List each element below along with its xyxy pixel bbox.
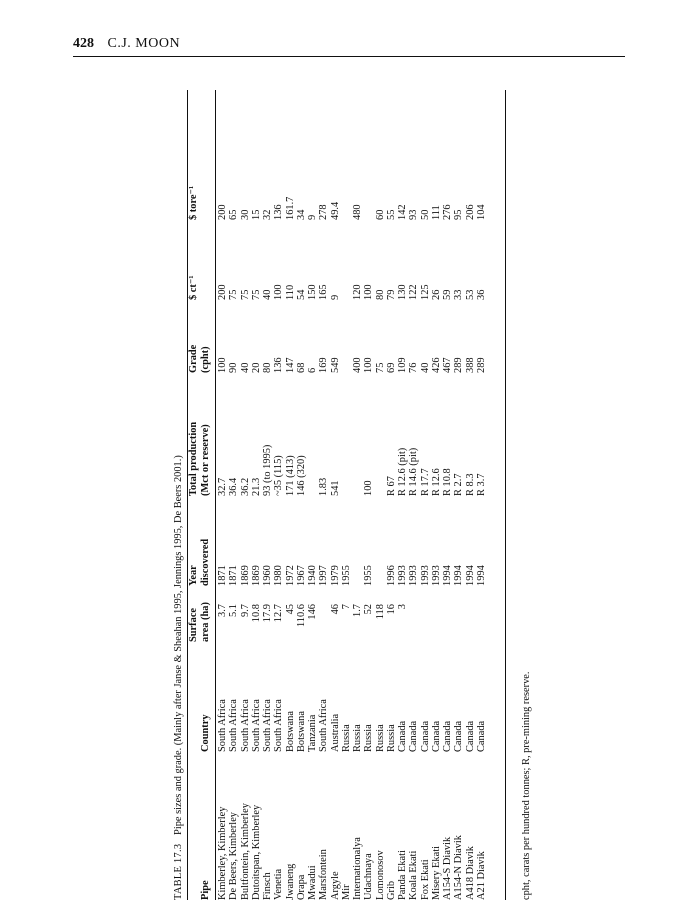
grade-cell: 109 (397, 357, 408, 373)
price-per-carat-cell: 26 (430, 289, 442, 300)
pipe-cell: Udachnaya (363, 853, 375, 900)
area-cell: 12.7 (273, 604, 285, 623)
price-per-carat-cell: 122 (408, 284, 420, 300)
price-per-tonne-cell: 55 (385, 209, 397, 220)
country-cell: Canada (453, 720, 465, 752)
production-cell: R 8.3 (464, 473, 476, 496)
price-per-carat-cell: 80 (374, 289, 386, 300)
grade-cell: 426 (430, 357, 442, 373)
header-area-line2: area (ha) (200, 602, 211, 642)
table-row (228, 90, 239, 900)
area-cell: 10.8 (250, 604, 262, 623)
price-per-tonne-cell: 95 (453, 209, 465, 220)
country-cell: Botswana (295, 711, 307, 752)
table-row (397, 90, 408, 900)
grade-cell: 289 (453, 357, 465, 373)
pipe-cell: Argyle (329, 871, 341, 900)
price-per-tonne-cell: 15 (250, 209, 262, 220)
grade-cell: 549 (329, 357, 341, 373)
pipe-cell: Finsch (262, 872, 273, 900)
grade-cell: 100 (217, 357, 228, 373)
area-cell: 7 (340, 604, 352, 610)
year-cell: 1940 (307, 565, 318, 586)
price-per-carat-cell: 125 (419, 284, 431, 300)
grade-cell: 76 (408, 362, 420, 373)
pipe-cell: Jwaneng (284, 863, 296, 900)
country-cell: South Africa (239, 699, 251, 752)
table-label: TABLE 17.3 (173, 843, 184, 900)
country-cell: Russia (352, 724, 363, 752)
year-cell: 1996 (385, 565, 397, 586)
price-per-carat-cell: 79 (385, 289, 397, 300)
grade-cell: 40 (419, 362, 431, 373)
table-row (341, 90, 352, 900)
price-per-carat-cell: 165 (318, 284, 330, 300)
price-per-carat-cell: 75 (250, 289, 262, 300)
price-per-tonne-cell: 50 (419, 209, 431, 220)
production-cell: 32.7 (217, 477, 228, 496)
production-cell: 146 (320) (295, 455, 307, 496)
area-cell: 9.7 (239, 604, 251, 617)
pipe-cell: Orapa (295, 874, 307, 900)
table-row (240, 90, 251, 900)
year-cell: 1972 (284, 565, 296, 586)
table-row (363, 90, 374, 900)
pipe-cell: Dutoitspan, Kimberley (250, 804, 262, 900)
country-cell: Russia (385, 724, 397, 752)
area-cell: 146 (307, 604, 318, 620)
area-cell: 16 (385, 604, 397, 615)
country-cell: South Africa (262, 699, 273, 752)
production-cell: 1.83 (318, 477, 330, 496)
price-per-tonne-cell: 278 (318, 204, 330, 220)
year-cell: 1980 (273, 565, 285, 586)
area-cell: 5.1 (228, 604, 240, 617)
running-head (73, 36, 180, 52)
pipe-cell: Venetia (273, 868, 285, 900)
production-cell: R 10.8 (442, 468, 453, 496)
area-cell: 118 (374, 604, 386, 620)
year-cell: 1869 (250, 565, 262, 586)
country-cell: South Africa (228, 699, 240, 752)
year-cell: 1994 (442, 565, 453, 586)
country-cell: Canada (397, 720, 408, 752)
table-footnote: cpht, carats per hundred tonnes; R, pre-mining reserve. (521, 671, 532, 900)
table-row (251, 90, 262, 900)
price-per-carat-cell: 40 (262, 289, 273, 300)
price-per-tonne-cell: 104 (475, 204, 487, 220)
header-price-per-carat: $ ct⁻¹ (188, 275, 199, 300)
production-cell: 541 (329, 480, 341, 496)
table-caption (174, 90, 184, 900)
country-cell: Russia (340, 724, 352, 752)
header-production-line1: Total production (188, 421, 199, 496)
table-row (465, 90, 476, 900)
pipe-cell: Mwadui (307, 865, 318, 900)
production-cell: 36.2 (239, 477, 251, 496)
year-cell: 1955 (340, 565, 352, 586)
pipe-cell: A154-N Diavik (453, 835, 465, 900)
header-grade-line1: Grade (188, 344, 199, 373)
grade-cell: 6 (307, 367, 318, 373)
production-cell: ~35 (115) (273, 455, 285, 496)
country-cell: Tanzania (307, 714, 318, 752)
table-row (352, 90, 363, 900)
price-per-carat-cell: 9 (329, 294, 341, 300)
table-row (330, 90, 341, 900)
country-cell: South Africa (217, 699, 228, 752)
country-cell: South Africa (250, 699, 262, 752)
pipe-cell: A154-S Diavik (442, 836, 453, 900)
grade-cell: 388 (464, 357, 476, 373)
header-production (188, 422, 212, 496)
grade-cell: 75 (374, 362, 386, 373)
running-head-author: C.J. MOON (107, 36, 181, 51)
pipe-cell: De Beers, Kimberley (228, 811, 240, 900)
area-cell: 110.6 (295, 604, 307, 627)
pipe-cell: Misery Ekati (430, 846, 442, 900)
header-price-per-tonne: $ tore⁻¹ (188, 185, 199, 220)
price-per-carat-cell: 110 (284, 284, 296, 300)
table-row (285, 90, 296, 900)
grade-cell: 400 (352, 357, 363, 373)
country-cell: Botswana (284, 711, 296, 752)
year-cell: 1994 (453, 565, 465, 586)
table-row (476, 90, 487, 900)
rotated-table (174, 90, 534, 900)
table-row (375, 90, 386, 900)
header-year (188, 539, 212, 586)
pipe-cell: Bultfontein, Kimberley (239, 803, 251, 900)
country-cell: Canada (442, 720, 453, 752)
pipe-cell: Marsfontein (318, 849, 330, 900)
country-cell: Russia (363, 724, 375, 752)
pipe-cell: Lomonosov (374, 850, 386, 900)
production-cell: R 12.6 (430, 468, 442, 496)
pipe-cell: Kimberley, Kimberley (217, 806, 228, 900)
grade-cell: 20 (250, 362, 262, 373)
table-row (296, 90, 307, 900)
table-row (307, 90, 318, 900)
production-cell: R 67 (385, 476, 397, 496)
table-row (420, 90, 431, 900)
production-cell: R 17.7 (419, 468, 431, 496)
area-cell: 3.7 (217, 604, 228, 617)
year-cell: 1997 (318, 565, 330, 586)
country-cell: Canada (430, 720, 442, 752)
price-per-carat-cell: 59 (442, 289, 453, 300)
year-cell: 1955 (363, 565, 375, 586)
price-per-tonne-cell: 34 (295, 209, 307, 220)
price-per-tonne-cell: 93 (408, 209, 420, 220)
grade-cell: 147 (284, 357, 296, 373)
year-cell: 1993 (408, 565, 420, 586)
year-cell: 1869 (239, 565, 251, 586)
table-row (453, 90, 464, 900)
grade-cell: 100 (363, 357, 375, 373)
country-cell: South Africa (318, 699, 330, 752)
header-rule (73, 56, 625, 57)
area-cell: 17.9 (262, 604, 273, 623)
country-cell: Canada (464, 720, 476, 752)
grade-cell: 68 (295, 362, 307, 373)
production-cell: 21.3 (250, 477, 262, 496)
price-per-tonne-cell: 60 (374, 209, 386, 220)
area-cell: 45 (284, 604, 296, 615)
production-cell: R 3.7 (475, 473, 487, 496)
pipe-cell: A418 Diavik (464, 846, 476, 900)
production-cell: 93 (to 1995) (262, 444, 273, 496)
grade-cell: 136 (273, 357, 285, 373)
table-caption-text: Pipe sizes and grade. (Mainly after Janse & Sheahan 1995, Jennings 1995, De Beers 2001.) (173, 455, 184, 835)
country-cell: Russia (374, 724, 386, 752)
grade-cell: 90 (228, 362, 240, 373)
table-body (217, 90, 487, 900)
grade-cell: 289 (475, 357, 487, 373)
production-cell: R 12.6 (pit) (397, 447, 408, 496)
year-cell: 1871 (228, 565, 240, 586)
price-per-tonne-cell: 161.7 (284, 196, 296, 220)
table-row (442, 90, 453, 900)
production-cell: R 2.7 (453, 473, 465, 496)
price-per-tonne-cell: 200 (217, 204, 228, 220)
pipe-cell: Internationalya (352, 837, 363, 900)
header-area (188, 602, 212, 642)
grade-cell: 169 (318, 357, 330, 373)
price-per-tonne-cell: 65 (228, 209, 240, 220)
price-per-carat-cell: 100 (363, 284, 375, 300)
pipe-cell: Koala Ekati (408, 850, 420, 900)
page-number: 428 (73, 36, 94, 51)
table-row (431, 90, 442, 900)
production-cell: R 14.6 (pit) (408, 447, 420, 496)
header-grade (188, 345, 212, 373)
country-cell: Canada (475, 720, 487, 752)
price-per-tonne-cell: 49.4 (329, 201, 341, 220)
price-per-carat-cell: 130 (397, 284, 408, 300)
grade-cell: 467 (442, 357, 453, 373)
area-cell: 46 (329, 604, 341, 615)
pipe-cell: A21 Diavik (475, 851, 487, 900)
area-cell: 3 (397, 604, 408, 610)
year-cell: 1994 (464, 565, 476, 586)
area-cell: 52 (363, 604, 375, 615)
year-cell: 1960 (262, 565, 273, 586)
price-per-tonne-cell: 206 (464, 204, 476, 220)
year-cell: 1979 (329, 565, 341, 586)
price-per-tonne-cell: 30 (239, 209, 251, 220)
price-per-tonne-cell: 276 (442, 204, 453, 220)
price-per-carat-cell: 75 (239, 289, 251, 300)
year-cell: 1994 (475, 565, 487, 586)
price-per-tonne-cell: 111 (430, 205, 442, 220)
country-cell: South Africa (273, 699, 285, 752)
country-cell: Canada (419, 720, 431, 752)
area-cell: 1.7 (352, 604, 363, 617)
pipe-cell: Panda Ekati (397, 850, 408, 900)
pipe-cell: Grib (385, 880, 397, 900)
header-area-line1: Surface (188, 607, 199, 642)
header-grade-line2: (cpht) (200, 346, 211, 373)
production-cell: 36.4 (228, 477, 240, 496)
price-per-carat-cell: 36 (475, 289, 487, 300)
year-cell: 1967 (295, 565, 307, 586)
price-per-carat-cell: 33 (453, 289, 465, 300)
year-cell: 1993 (419, 565, 431, 586)
price-per-carat-cell: 150 (307, 284, 318, 300)
table-row (217, 90, 228, 900)
price-per-tonne-cell: 136 (273, 204, 285, 220)
country-cell: Australia (329, 713, 341, 752)
table-row (262, 90, 273, 900)
table-row (273, 90, 284, 900)
price-per-tonne-cell: 9 (307, 214, 318, 220)
production-cell: 171 (413) (284, 455, 296, 496)
price-per-carat-cell: 100 (273, 284, 285, 300)
grade-cell: 40 (239, 362, 251, 373)
table-row (318, 90, 329, 900)
price-per-tonne-cell: 142 (397, 204, 408, 220)
table-header-rule (215, 90, 216, 900)
year-cell: 1993 (397, 565, 408, 586)
pipe-cell: Fox Ekati (419, 859, 431, 900)
price-per-tonne-cell: 32 (262, 209, 273, 220)
price-per-carat-cell: 75 (228, 289, 240, 300)
price-per-carat-cell: 54 (295, 289, 307, 300)
price-per-tonne-cell: 480 (352, 204, 363, 220)
price-per-carat-cell: 200 (217, 284, 228, 300)
grade-cell: 69 (385, 362, 397, 373)
table-bottom-rule (505, 90, 506, 900)
pipe-cell: Mir (340, 884, 352, 900)
table-row (408, 90, 419, 900)
header-year-line2: discovered (200, 538, 211, 586)
header-country: Country (200, 714, 211, 752)
price-per-carat-cell: 120 (352, 284, 363, 300)
header-year-line1: Year (188, 565, 199, 586)
price-per-carat-cell: 53 (464, 289, 476, 300)
header-production-line2: (Mct or reserve) (200, 424, 211, 496)
grade-cell: 80 (262, 362, 273, 373)
year-cell: 1993 (430, 565, 442, 586)
country-cell: Canada (408, 720, 420, 752)
header-pipe: Pipe (200, 880, 211, 900)
table-row (386, 90, 397, 900)
year-cell: 1871 (217, 565, 228, 586)
production-cell: 100 (363, 480, 375, 496)
